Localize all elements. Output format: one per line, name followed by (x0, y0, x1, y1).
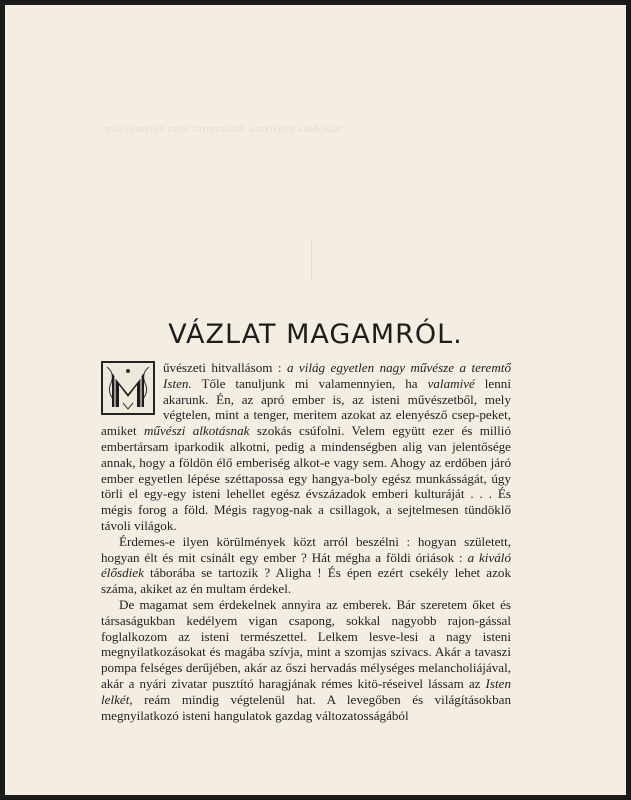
paragraph-1: űvészeti hitvallásom : a világ egyetlen nagy művésze a teremtő Isten. Tőle tanuljunk mi valamennyien, ha valamivé lenni akarunk. Én, az apró ember is, az isteni művészetből, mely végtelen, mint a tenger, meritem azokat az elenyésző csep-peket, amiket művészi alkotásnak szokás csúfolni. Velem együtt ezer és millió embertársam iparkodik alkotni, pedig a mindenségben alig van jelentősége annak, hogy a földön élő emberiség alkot-e vagy sem. Ahogy az erdőben járó ember egyetlen lépése széttapossa egy hangya-boly egész munkásságát, úgy törli el egy-egy isteni lehellet egész évszázadok emberi kulturáját . . . És mégis forog a föld. Mégis ragyog-nak a csillagok, a sejtelmesen tündöklő távoli világok. (101, 360, 511, 533)
document-page (5, 5, 626, 795)
paragraph-2: Érdemes-e ilyen körülmények közt arról beszélni : hogyan született, hogyan élt és mit csinált egy ember ? Hát mégha a földi óriások : a kiváló élősdiek táborába se tartozik ? Aligha ! És épen ezért csekély lehet azok száma, akiket az én multam érdekel. (101, 533, 511, 597)
show-through-mark (311, 240, 312, 280)
article-body (101, 360, 511, 723)
ornamental-initial-m-icon (101, 361, 155, 415)
page-title: VÁZLAT MAGAMRÓL. (168, 319, 463, 351)
show-through-text: mulvèsesten tatoi tartyrazod, amyilyen aludokat; (105, 123, 344, 135)
paragraph-3: De magamat sem érdekelnek annyira az emberek. Bár szeretem őket és társaságukban kedélyem vigan csapong, sokkal nagyobb rajon-gással foglalkozom az isteni természettel. Lelkem lesve-lesi a nagy isteni megnyilatkozásokat és magába szívja, mint a szomjas szivacs. Akár a tavaszi pompa felséges derűjében, akár az őszi hervadás mélységes melancholiájával, akár a nyári zivatar pusztító haragjának rémes kitö-réseivel lássam az Isten lelkét, reám mindig végtelenül hat. A levegőben és világításokban megnyilatkozó isteni hangulatok gazdag változatosságából (101, 596, 511, 723)
